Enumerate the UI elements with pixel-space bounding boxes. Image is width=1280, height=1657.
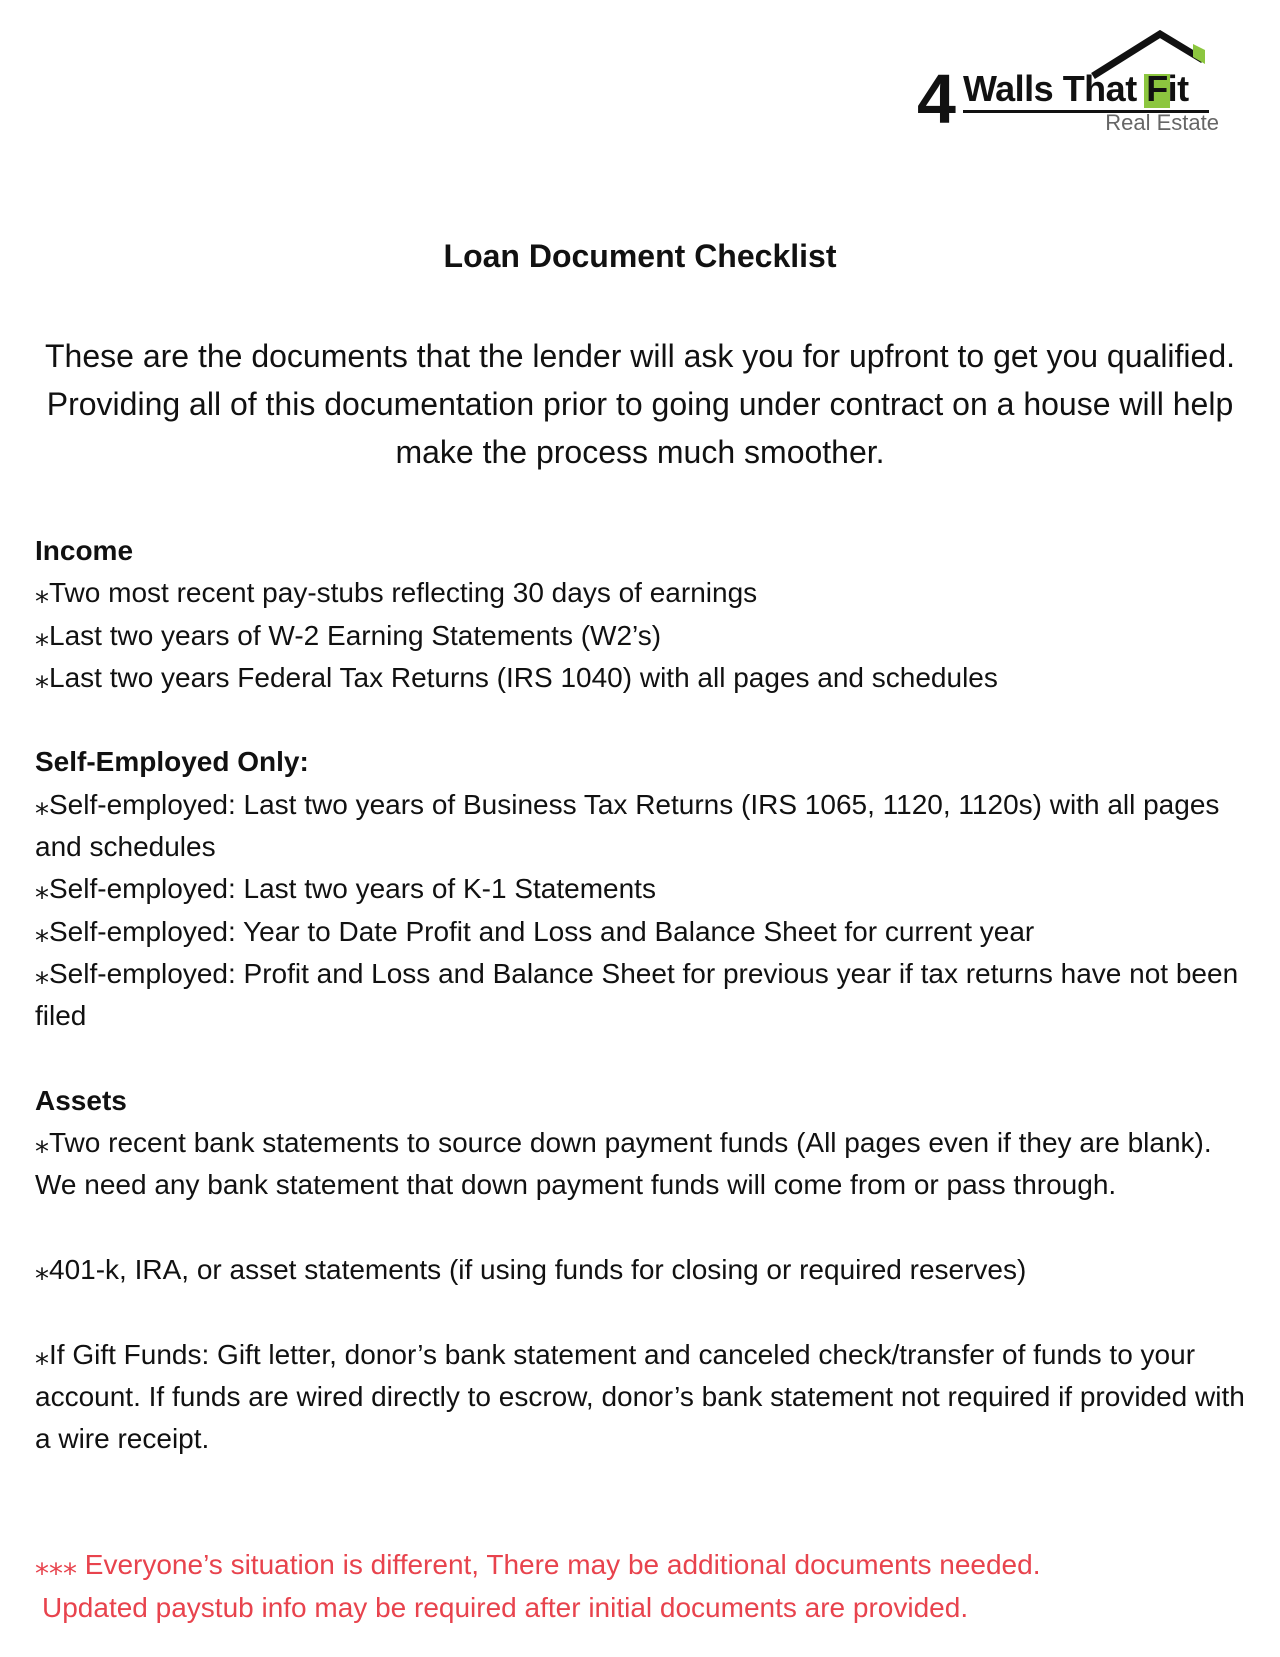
checklist-item: ⁎Last two years of W-2 Earning Statements (W2’s) bbox=[35, 619, 662, 651]
assets-heading: Assets bbox=[35, 1084, 127, 1116]
spacer bbox=[35, 699, 1260, 741]
self-employed-heading: Self-Employed Only: bbox=[35, 746, 309, 778]
checklist-item: ⁎Self-employed: Profit and Loss and Balance Sheet for previous year if tax returns have not been filed bbox=[35, 957, 1239, 1032]
spacer bbox=[35, 1291, 1260, 1333]
logo-subtitle: Real Estate bbox=[1105, 110, 1219, 135]
checklist-item: ⁎401-k, IRA, or asset statements (if using funds for closing or required reserves) bbox=[35, 1254, 1027, 1286]
intro-paragraph: These are the documents that the lender will ask you for upfront to get you qualified. Providing all of this documentation prior to going under contract on a house will help make the process much smoother. bbox=[44, 338, 1236, 470]
spacer bbox=[35, 1038, 1260, 1080]
checklist-item: ⁎If Gift Funds: Gift letter, donor’s bank statement and canceled check/transfer of funds to your account. If funds are wired directly to escrow, donor’s bank statement not required if provided with a wire receipt. bbox=[35, 1338, 1245, 1455]
disclaimer-line-1: ⁎⁎⁎ Everyone’s situation is different, There may be additional documents needed. bbox=[35, 1549, 1041, 1580]
logo-name-fit bbox=[1146, 68, 1188, 110]
checklist-item: ⁎Last two years Federal Tax Returns (IRS 1040) with all pages and schedules bbox=[35, 661, 998, 693]
disclaimer-note bbox=[35, 1543, 1260, 1629]
logo-name bbox=[963, 68, 1189, 110]
page-title: Loan Document Checklist bbox=[443, 238, 837, 274]
logo-number: 4 bbox=[917, 60, 956, 138]
checklist-item: ⁎Self-employed: Last two years of Business Tax Returns (IRS 1065, 1120, 1120s) with all pages and schedules bbox=[35, 788, 1220, 863]
checklist-item: ⁎Self-employed: Last two years of K-1 Statements bbox=[35, 873, 656, 905]
spacer bbox=[35, 1207, 1260, 1249]
income-heading: Income bbox=[35, 535, 134, 566]
logo-fit-text: Fit bbox=[1146, 68, 1189, 109]
company-logo bbox=[905, 30, 1225, 140]
checklist-item: ⁎Self-employed: Year to Date Profit and Loss and Balance Sheet for current year bbox=[35, 915, 1035, 947]
disclaimer-line-2: Updated paystub info may be required after initial documents are provided. bbox=[42, 1592, 969, 1623]
checklist-item: ⁎Two recent bank statements to source down payment funds (All pages even if they are blank). We need any bank statement that down payment funds will come from or pass through. bbox=[35, 1127, 1212, 1201]
logo-name-main: Walls That bbox=[963, 68, 1147, 109]
checklist-content bbox=[35, 530, 1260, 1461]
checklist-item: ⁎Two most recent pay-stubs reflecting 30 days of earnings bbox=[35, 577, 758, 609]
